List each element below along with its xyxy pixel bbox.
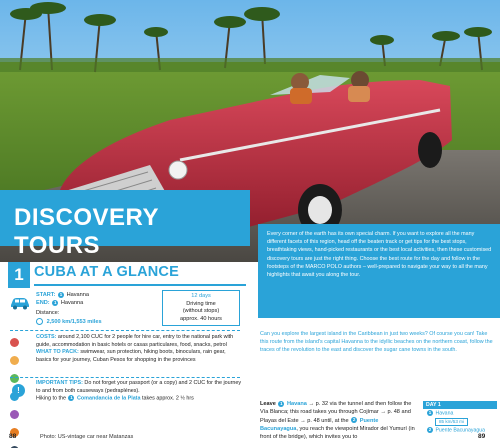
tips-text-1: Do not forget your passport (or a copy) and 2 CUC for the journey to and from both causeways (pedraplénes).: [36, 380, 242, 394]
day-place-1: Havana: [435, 410, 454, 417]
lead-paragraph: Can you explore the largest island in the Caribbean in just two weeks? Of course you can! Take this route from the island's capital Havanna to the idyllic beaches on the northern coast, follow the traces of the revolution to the east and discover the sugar cane towns in the south.: [260, 331, 493, 353]
distance-value: 2,500 km/1,553 miles: [46, 318, 102, 325]
exclamation-icon: !: [12, 384, 25, 397]
body-pin-1: 1: [280, 400, 283, 406]
day-stop-2: [423, 426, 497, 435]
driving-time-note: (without stops): [182, 308, 220, 315]
day-itinerary-box: [423, 401, 497, 433]
body-text-1: Leave: [260, 401, 276, 407]
day-pin-1: 1: [428, 410, 432, 415]
duration-box: [162, 290, 240, 326]
body-text-2: → p. 32 via the tunnel and then follow the Vía Blanca; this road takes you through Cojímar → p. 48 and Playas del Este → p. 48 until, at the: [260, 401, 412, 424]
distance-label: Distance:: [36, 310, 60, 316]
divider: [10, 330, 240, 331]
tips-text-2-post: takes approx. 2 ½ hrs: [141, 395, 194, 402]
pack-label: WHAT TO PACK:: [36, 349, 79, 356]
tips-place: Comandancia de la Plata: [76, 395, 141, 402]
car-icon: [9, 296, 31, 310]
intro-box: [258, 224, 500, 318]
pack-text: swimwear, sun protection, hiking boots, binoculars, rain gear, basics for your journey, Cuban Pesos for shopping in the provinces: [36, 349, 226, 363]
body-place-1: Havana: [287, 401, 307, 407]
page-number-left: 88: [9, 433, 17, 440]
day-distance: 85 km/53 mi: [435, 418, 468, 426]
money-icon: [10, 338, 19, 347]
important-tips: [36, 380, 242, 403]
costs-label: COSTS:: [36, 334, 57, 340]
intro-text: Every corner of the earth has its own special charm. If you want to explore all the many different facets of this region, head off the beaten track or get tips for the best stops, breathtaking views, hand-picked restaurants or the best local activities, then these customised discovery tours are just the right thing. Choose the best route for the day and follow in the footsteps of the MARCO POLO authors – well-prepared to navigate your way to all the many highlights that await you along the tour.: [267, 231, 492, 279]
start-pin: 1: [59, 291, 63, 297]
day-label: DAY 1: [423, 401, 497, 409]
body-place-2: Puente Bacunayagua: [260, 417, 379, 432]
day-pin-2: 2: [428, 427, 432, 433]
tour-number: 1: [8, 262, 30, 288]
day-place-2: Puente Bacunayagua: [435, 427, 486, 434]
body-paragraph: [260, 400, 416, 441]
tips-text-2-pre: Hiking to the: [36, 395, 66, 402]
distance-value-row: [36, 318, 102, 325]
divider: [10, 377, 240, 378]
day-stop-1: [423, 409, 497, 418]
start-label: START:: [36, 292, 56, 298]
section-title-banner: [0, 190, 250, 259]
tour-route: [36, 291, 89, 307]
driving-time-label: Driving time: [186, 300, 216, 307]
days-count: 12 days: [191, 293, 211, 299]
tips-pin: 1: [70, 395, 73, 401]
tour-title-rule: [34, 284, 246, 286]
end-pin: 1: [53, 299, 57, 305]
camera-icon: [10, 410, 19, 419]
section-title: DISCOVERY TOURS: [14, 204, 159, 259]
end-place: Havanna: [60, 300, 84, 306]
driving-time-value: approx. 40 hours: [180, 315, 222, 322]
sun-icon: [10, 356, 19, 365]
clock-icon: [36, 318, 43, 325]
tour-header: [8, 262, 246, 288]
page-number-right: 89: [478, 433, 486, 440]
hiking-icon: [10, 374, 19, 383]
start-place: Havanna: [66, 292, 90, 298]
photo-caption: Photo: US-vintage car near Matanzas: [40, 434, 134, 440]
end-label: END:: [36, 300, 50, 306]
costs-text: around 2,100 CUC for 2 people for hire car, entry to the national park with guide, accommodation in basic hotels or casas particulares, food, snacks, petrol: [36, 334, 234, 348]
costs-and-packing: [36, 334, 242, 364]
body-pin-2: 2: [352, 417, 356, 423]
tips-label: IMPORTANT TIPS:: [36, 380, 83, 386]
tour-title: CUBA AT A GLANCE: [34, 264, 179, 280]
body-text-3: , you reach the viewpoint Mirador del Yumurí (in front of the bridge), which invites you to: [260, 425, 415, 441]
